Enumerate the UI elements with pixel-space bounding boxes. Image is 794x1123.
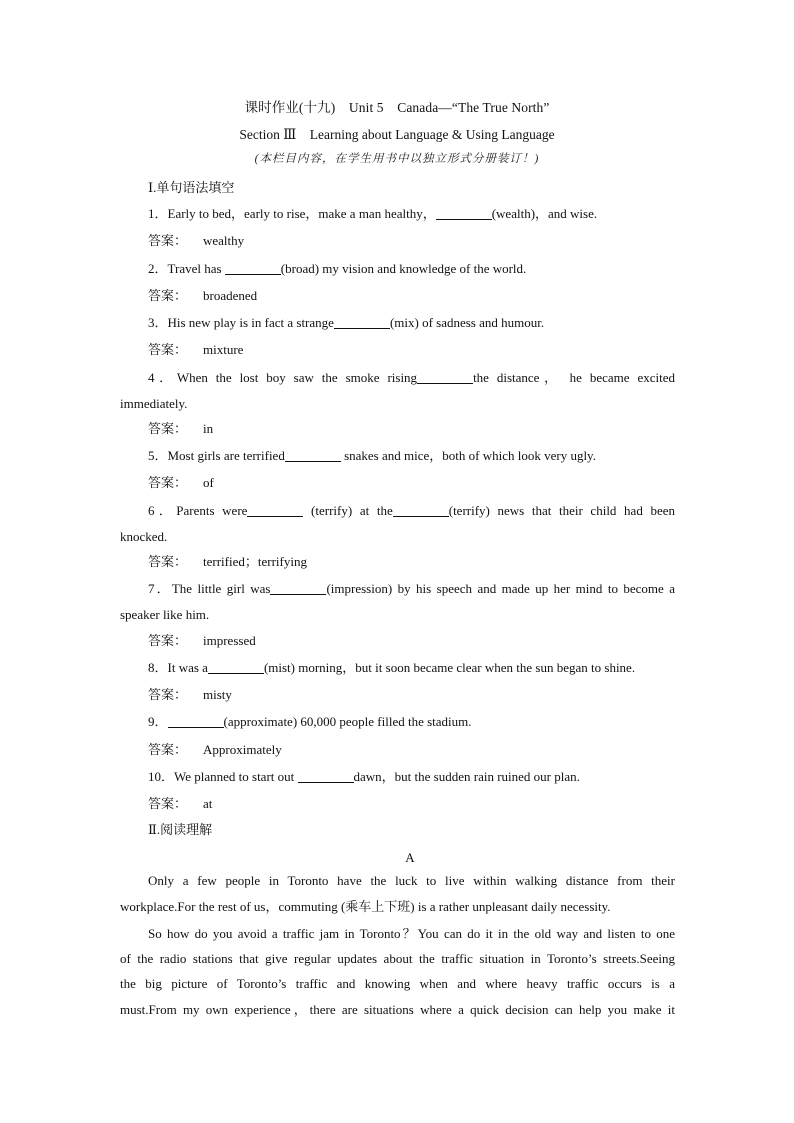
- answer-3: 答案： mixture: [148, 337, 675, 363]
- answer-9: 答案： Approximately: [148, 737, 675, 763]
- answer-blank: [285, 448, 341, 462]
- answer-8: 答案： misty: [148, 682, 675, 708]
- paragraph-2-line-2: of the radio stations that give regular updates about the traffic situation in Toronto’s streets.Seeing: [120, 951, 675, 966]
- document-title: 课时作业(十九) Unit 5 Canada—“The True North”: [244, 100, 550, 115]
- paragraph-2-line-4: must.From my own experience，there are situations where a quick decision can help you make it: [120, 1002, 675, 1017]
- paragraph-2-line-3: the big picture of Toronto’s traffic and knowing when and where heavy traffic occurs is a: [120, 976, 675, 991]
- answer-4: 答案： in: [148, 416, 675, 442]
- answer-1: 答案： wealthy: [148, 228, 675, 254]
- question-8: 8．It was a (mist) morning，but it soon became clear when the sun began to shine.: [148, 660, 636, 675]
- question-5: 5．Most girls are terrified snakes and mice，both of which look very ugly.: [148, 448, 596, 463]
- answer-label: 答案：: [148, 421, 188, 436]
- answer-label: 答案：: [148, 342, 188, 357]
- binding-note: (本栏目内容，在学生用书中以独立形式分册装订！): [254, 153, 540, 165]
- question-3: 3．His new play is in fact a strange (mix) of sadness and humour.: [148, 315, 545, 330]
- question-7-continued: speaker like him.: [120, 607, 210, 622]
- answer-blank: [168, 714, 224, 728]
- answer-blank: [208, 660, 264, 674]
- answer-2: 答案： broadened: [148, 283, 675, 309]
- answer-label: 答案：: [148, 233, 188, 248]
- answer-6: 答案： terrified；terrifying: [148, 549, 675, 575]
- question-4: 4．When the lost boy saw the smoke rising the distance， he became excited: [148, 370, 675, 385]
- answer-label: 答案：: [148, 796, 188, 811]
- answer-10: 答案： at: [148, 791, 675, 817]
- answer-blank: [436, 206, 492, 220]
- question-1: 1．Early to bed，early to rise，make a man healthy， (wealth)，and wise.: [148, 206, 598, 221]
- answer-blank: [417, 370, 473, 384]
- passage-label: A: [405, 850, 415, 865]
- paragraph-1-line-1: Only a few people in Toronto have the luck to live within walking distance from their: [148, 873, 675, 888]
- answer-blank: [270, 581, 326, 595]
- question-6: 6．Parents were (terrify) at the (terrify) news that their child had been: [148, 503, 676, 518]
- answer-7: 答案： impressed: [148, 628, 675, 654]
- section-2-heading: Ⅱ.阅读理解: [148, 822, 213, 837]
- question-7: 7．The little girl was (impression) by his speech and made up her mind to become a: [148, 581, 675, 596]
- answer-label: 答案：: [148, 288, 188, 303]
- question-4-continued: immediately.: [120, 396, 188, 411]
- question-2: 2．Travel has (broad) my vision and knowledge of the world.: [148, 261, 527, 276]
- paragraph-1-line-2: workplace.For the rest of us，commuting (乘车上下班) is a rather unpleasant daily necessity.: [120, 899, 611, 914]
- section-1-heading: Ⅰ.单句语法填空: [148, 180, 235, 195]
- answer-label: 答案：: [148, 554, 188, 569]
- answer-blank: [393, 503, 449, 517]
- answer-label: 答案：: [148, 475, 188, 490]
- answer-blank: [298, 769, 354, 783]
- answer-5: 答案： of: [148, 470, 675, 496]
- question-10: 10．We planned to start out dawn，but the sudden rain ruined our plan.: [148, 769, 580, 784]
- document-subtitle: Section Ⅲ Learning about Language & Using Language: [239, 127, 555, 142]
- answer-label: 答案：: [148, 687, 188, 702]
- answer-label: 答案：: [148, 742, 188, 757]
- question-6-continued: knocked.: [120, 529, 168, 544]
- question-9: 9． (approximate) 60,000 people filled the stadium.: [148, 714, 472, 729]
- answer-blank: [334, 315, 390, 329]
- answer-blank: [225, 261, 281, 275]
- answer-label: 答案：: [148, 633, 188, 648]
- answer-blank: [247, 503, 303, 517]
- paragraph-2-line-1: So how do you avoid a traffic jam in Toronto？You can do it in the old way and listen to one: [148, 926, 675, 941]
